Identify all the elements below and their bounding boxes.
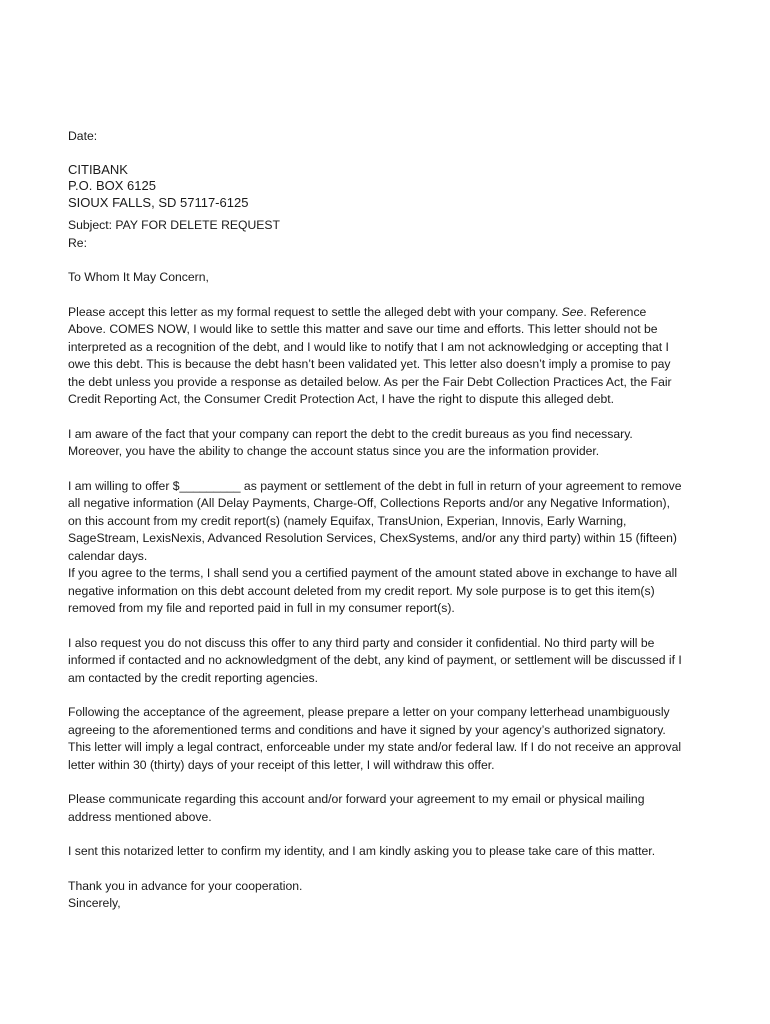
paragraph-line: interpreted as a recognition of the debt, and I would like to notify that I am not acknowledging or accepting that I: [68, 339, 669, 354]
paragraph-line: This letter will imply a legal contract, enforceable under my state and/or federal law. If I do not receive an approval: [68, 740, 682, 754]
paragraph-line: address mentioned above.: [68, 809, 212, 824]
paragraph-line: removed from my file and reported paid in full in my consumer report(s).: [68, 601, 455, 615]
subject-line: Subject: PAY FOR DELETE REQUEST: [68, 218, 280, 232]
salutation: To Whom It May Concern,: [68, 270, 209, 284]
paragraph-line: am contacted by the credit reporting agencies.: [68, 670, 318, 685]
paragraph-line: all negative information (All Delay Payments, Charge-Off, Collections Reports and/or any Negative Information),: [68, 496, 670, 510]
paragraph-line: Please communicate regarding this account and/or forward your agreement to my email or physical mailing: [68, 792, 645, 806]
paragraph-text: Please accept this letter as my formal request to settle the alleged debt with your company.: [68, 304, 562, 319]
paragraph-line: owe this debt. This is because the debt hasn’t been validated yet. This letter also doesn’t imply a promise to pay: [68, 357, 671, 371]
paragraph-line: I am aware of the fact that your company can report the debt to the credit bureaus as you find necessary.: [68, 426, 633, 441]
paragraph-line: Credit Reporting Act, the Consumer Credit Protection Act, I have the right to dispute this alleged debt.: [68, 392, 615, 406]
paragraph-line: Following the acceptance of the agreement, please prepare a letter on your company letterhead unambiguously: [68, 705, 670, 719]
closing-thanks: Thank you in advance for your cooperation.: [68, 878, 303, 893]
paragraph-credit-bureaus: [68, 426, 708, 461]
paragraph-line: I am willing to offer $_________ as payment or settlement of the debt in full in return of your agreement to remove: [68, 478, 682, 493]
paragraph-line: agreeing to the aforementioned terms and conditions and have it signed by your agency’s authorized signatory.: [68, 722, 666, 737]
paragraph-line: negative information on this debt account deleted from my credit report. My sole purpose is to get this item(s): [68, 583, 655, 598]
paragraph-line: SageStream, LexisNexis, Advanced Resolution Services, ChexSystems, and/or any third party) within 15 (fifteen): [68, 531, 677, 545]
paragraph-agreement-letter: [68, 704, 708, 774]
paragraph-line: calendar days.: [68, 548, 148, 563]
paragraph-offer: [68, 478, 708, 618]
recipient-address-line2: SIOUX FALLS, SD 57117-6125: [68, 194, 249, 210]
paragraph-notarized: [68, 843, 708, 861]
paragraph-communication: [68, 791, 708, 826]
paragraph-line: Moreover, you have the ability to change the account status since you are the information provider.: [68, 444, 600, 458]
see-citation: See: [561, 304, 584, 319]
re-line: Re:: [68, 235, 87, 250]
letter-page: [68, 128, 708, 913]
recipient-address-line1: P.O. BOX 6125: [68, 178, 156, 193]
paragraph-line: on this account from my credit report(s) (namely Equifax, TransUnion, Experian, Innovis, Early Warning,: [68, 513, 627, 528]
paragraph-line: If you agree to the terms, I shall send you a certified payment of the amount stated above in exchange to have all: [68, 566, 678, 580]
paragraph-text: . Reference: [583, 304, 647, 319]
closing-signoff: Sincerely,: [68, 896, 121, 910]
closing: [68, 878, 708, 913]
paragraph-confidentiality: [68, 635, 708, 688]
paragraph-line: informed if contacted and no acknowledgment of the debt, any kind of payment, or settlement will be discussed if I: [68, 653, 682, 667]
paragraph-line: I sent this notarized letter to confirm my identity, and I am kindly asking you to please take care of this matter.: [68, 844, 656, 858]
paragraph-settlement-request: [68, 304, 708, 409]
paragraph-line: the debt unless you provide a response as detailed below. As per the Fair Debt Collection Practices Act, the Fair: [68, 374, 672, 389]
paragraph-line: letter within 30 (thirty) days of your receipt of this letter, I will withdraw this offer.: [68, 757, 495, 772]
date-label: Date:: [68, 129, 98, 143]
recipient-address: [68, 162, 708, 212]
paragraph-line: Above. COMES NOW, I would like to settle this matter and save our time and efforts. This letter should not be: [68, 322, 658, 336]
paragraph-line: [68, 304, 708, 322]
recipient-name: CITIBANK: [68, 161, 128, 177]
paragraph-line: I also request you do not discuss this offer to any third party and consider it confidential. No third party will be: [68, 635, 655, 650]
